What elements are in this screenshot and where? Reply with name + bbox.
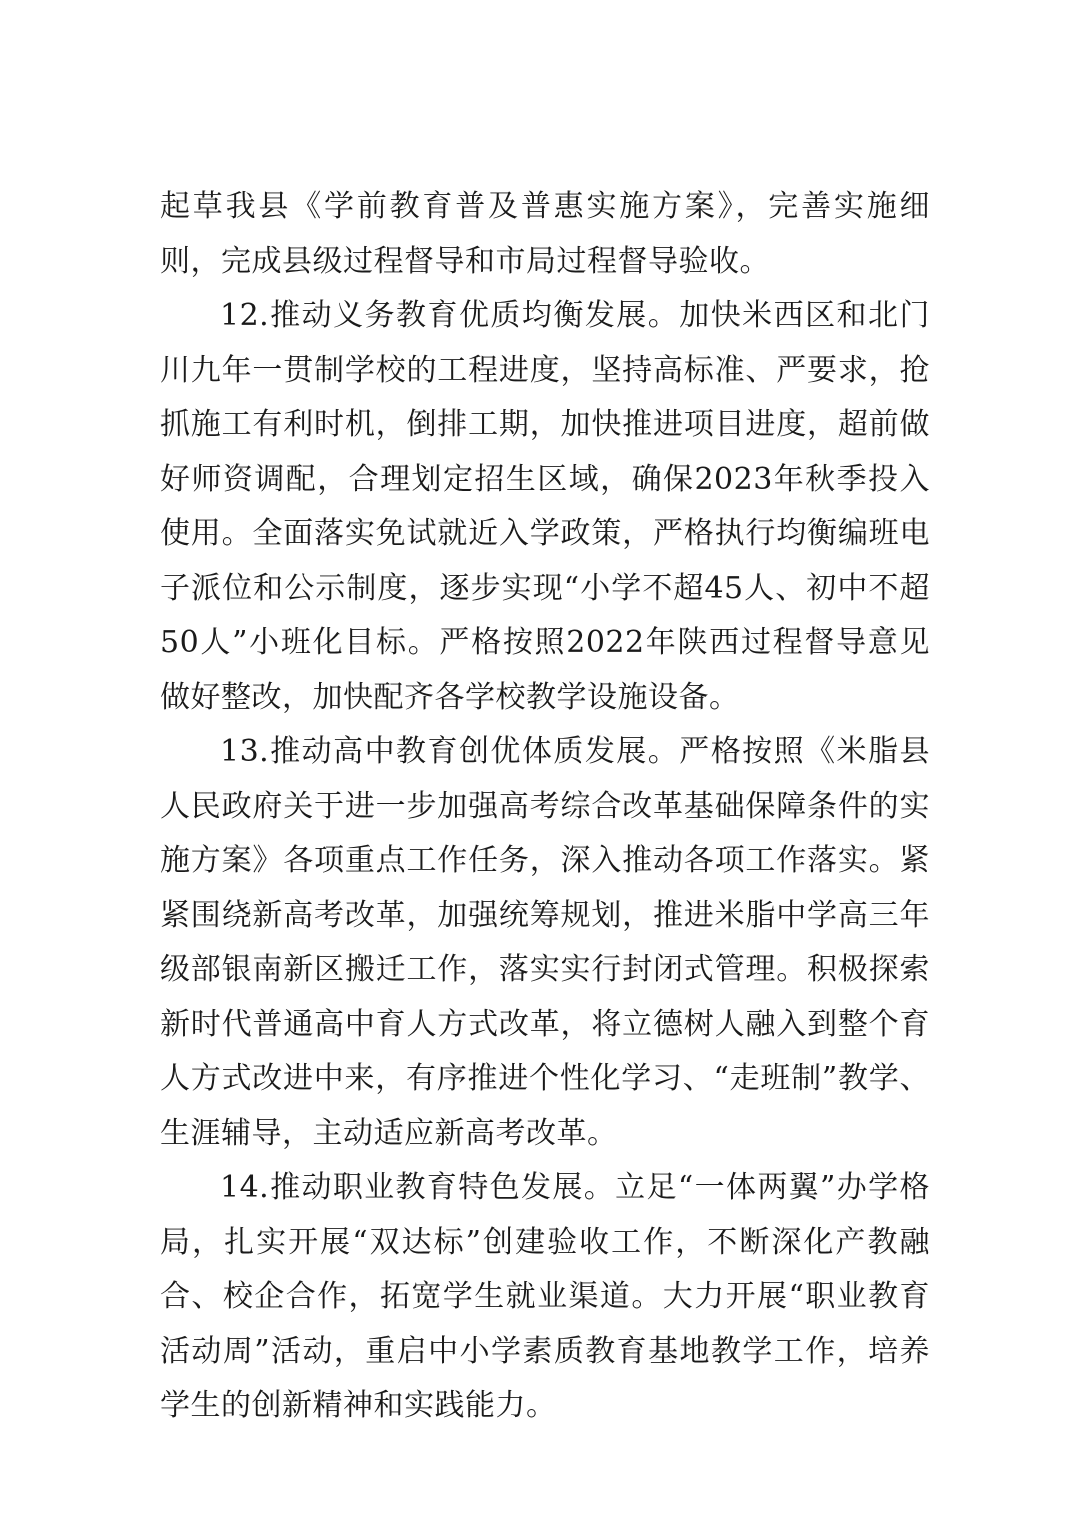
paragraph-continuation: 起草我县《学前教育普及普惠实施方案》，完善实施细则，完成县级过程督导和市局过程督导验收。 [160,189,930,279]
document-body [160,180,930,1434]
paragraph-item-12: 12.推动义务教育优质均衡发展。加快米西区和北门川九年一贯制学校的工程进度，坚持高标准、严要求，抢抓施工有利时机，倒排工期，加快推进项目进度，超前做好师资调配，合理划定招生区域，确保2023年秋季投入使用。全面落实免试就近入学政策，严格执行均衡编班电子派位和公示制度，逐步实现“小学不超45人、初中不超50人”小班化目标。严格按照2022年陕西过程督导意见做好整改，加快配齐各学校教学设施设备。 [160,298,930,715]
paragraph-item-13: 13.推动高中教育创优体质发展。严格按照《米脂县人民政府关于进一步加强高考综合改革基础保障条件的实施方案》各项重点工作任务，深入推动各项工作落实。紧紧围绕新高考改革，加强统筹规划，推进米脂中学高三年级部银南新区搬迁工作，落实实行封闭式管理。积极探索新时代普通高中育人方式改革，将立德树人融入到整个育人方式改进中来，有序推进个性化学习、“走班制”教学、生涯辅导，主动适应新高考改革。 [160,734,930,1151]
paragraph-item-14: 14.推动职业教育特色发展。立足“一体两翼”办学格局，扎实开展“双达标”创建验收工作，不断深化产教融合、校企合作，拓宽学生就业渠道。大力开展“职业教育活动周”活动，重启中小学素质教育基地教学工作，培养学生的创新精神和实践能力。 [160,1170,930,1423]
